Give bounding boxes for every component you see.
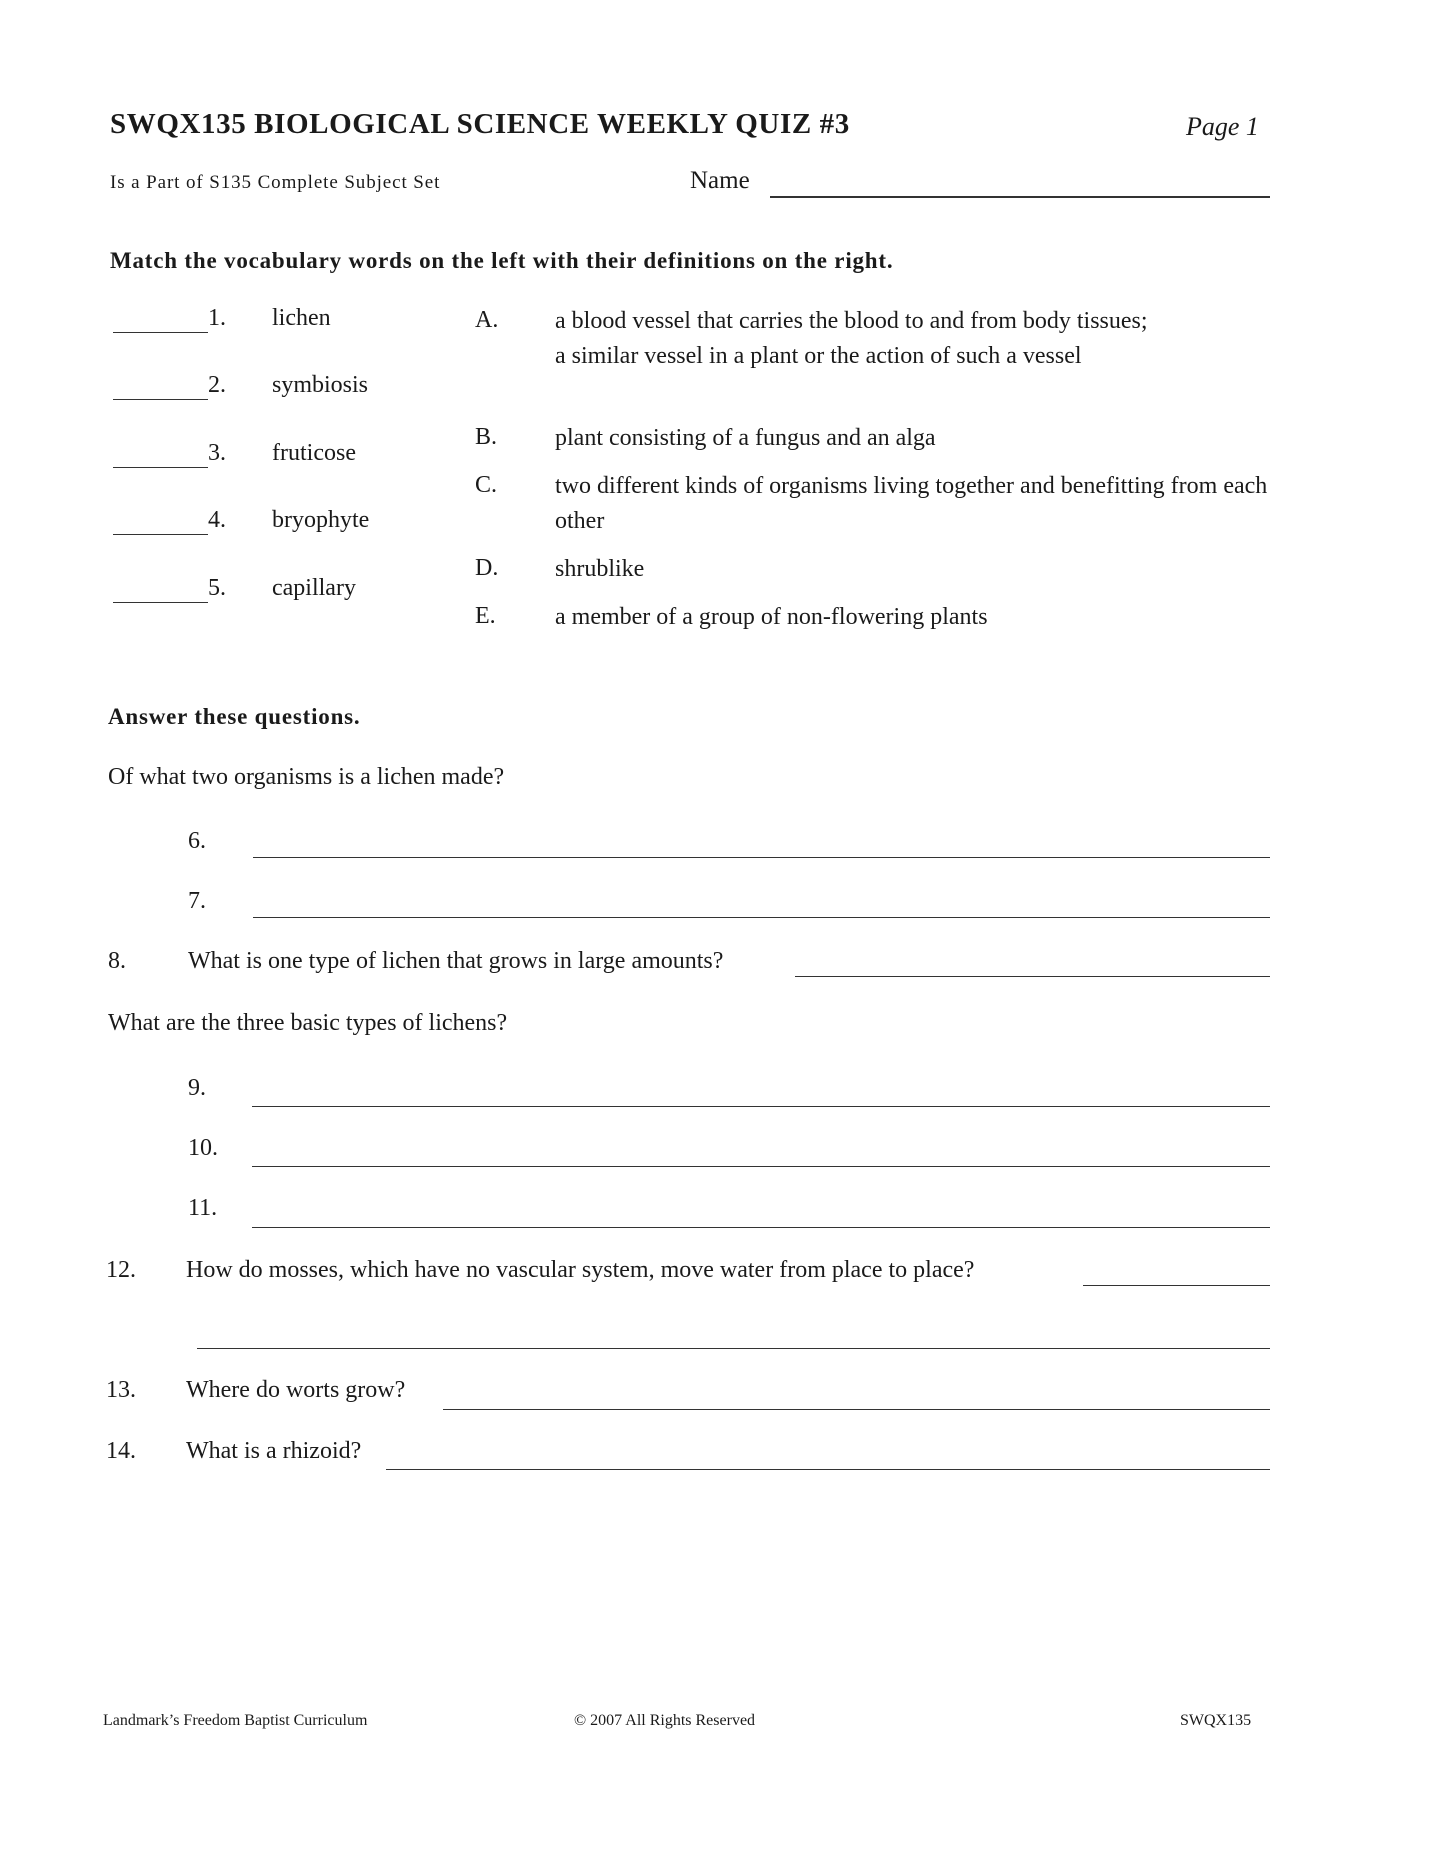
subject-set-note: Is a Part of S135 Complete Subject Set bbox=[110, 172, 441, 193]
definition-text: two different kinds of organisms living together and benefitting from each other bbox=[555, 473, 1268, 534]
question-number: 6. bbox=[188, 828, 206, 854]
match-number: 1. bbox=[208, 305, 226, 331]
page-number: Page 1 bbox=[1186, 112, 1259, 141]
answer-line[interactable] bbox=[252, 1227, 1270, 1228]
question-number: 7. bbox=[188, 888, 206, 914]
definition-letter: B. bbox=[475, 424, 498, 450]
footer-copyright: © 2007 All Rights Reserved bbox=[574, 1712, 756, 1729]
match-number: 4. bbox=[208, 507, 226, 533]
answer-line-continued[interactable] bbox=[197, 1348, 1270, 1349]
match-answer-blank[interactable] bbox=[113, 467, 208, 468]
question-number: 8. bbox=[108, 948, 126, 974]
question-prompt-lichen-types: What are the three basic types of lichens? bbox=[108, 1010, 508, 1036]
question-number: 11. bbox=[188, 1195, 218, 1221]
answer-line[interactable] bbox=[1083, 1285, 1270, 1286]
matching-instruction: Match the vocabulary words on the left with their definitions on the right. bbox=[110, 248, 894, 273]
answer-line[interactable] bbox=[253, 857, 1270, 858]
answer-line[interactable] bbox=[443, 1409, 1270, 1410]
definition-letter: D. bbox=[475, 555, 499, 581]
answer-line[interactable] bbox=[252, 1166, 1270, 1167]
footer-code: SWQX135 bbox=[1180, 1712, 1252, 1729]
definition-text: a blood vessel that carries the blood to and from body tissues; a similar vessel in a plant or the action of such a vessel bbox=[555, 308, 1148, 369]
match-answer-blank[interactable] bbox=[113, 534, 208, 535]
quiz-title: SWQX135 BIOLOGICAL SCIENCE WEEKLY QUIZ #3 bbox=[110, 108, 850, 140]
answer-line[interactable] bbox=[252, 1106, 1270, 1107]
question-text: What is one type of lichen that grows in large amounts? bbox=[188, 948, 724, 974]
answer-line[interactable] bbox=[253, 917, 1270, 918]
answer-line[interactable] bbox=[386, 1469, 1270, 1470]
question-text: What is a rhizoid? bbox=[186, 1438, 362, 1464]
definition-text: a member of a group of non-flowering plants bbox=[555, 604, 988, 630]
name-label: Name bbox=[690, 167, 750, 194]
question-number: 12. bbox=[106, 1257, 136, 1283]
question-prompt-lichen-organisms: Of what two organisms is a lichen made? bbox=[108, 764, 505, 790]
definition-text: plant consisting of a fungus and an alga bbox=[555, 425, 936, 451]
match-word: symbiosis bbox=[272, 372, 369, 398]
definition-text: shrublike bbox=[555, 556, 645, 582]
question-text: How do mosses, which have no vascular system, move water from place to place? bbox=[186, 1257, 975, 1283]
definition-letter: A. bbox=[475, 307, 499, 333]
match-word: lichen bbox=[272, 305, 331, 331]
match-word: bryophyte bbox=[272, 507, 370, 533]
match-number: 3. bbox=[208, 440, 226, 466]
match-number: 2. bbox=[208, 372, 226, 398]
definition-letter: E. bbox=[475, 603, 496, 629]
name-field[interactable] bbox=[770, 196, 1270, 198]
question-number: 10. bbox=[188, 1135, 218, 1161]
match-word: fruticose bbox=[272, 440, 356, 466]
answer-line[interactable] bbox=[795, 976, 1270, 977]
match-answer-blank[interactable] bbox=[113, 602, 208, 603]
match-answer-blank[interactable] bbox=[113, 332, 208, 333]
match-word: capillary bbox=[272, 575, 356, 601]
questions-heading: Answer these questions. bbox=[108, 704, 361, 729]
question-number: 13. bbox=[106, 1377, 136, 1403]
question-number: 14. bbox=[106, 1438, 136, 1464]
match-answer-blank[interactable] bbox=[113, 399, 208, 400]
match-number: 5. bbox=[208, 575, 226, 601]
definition-letter: C. bbox=[475, 472, 498, 498]
question-number: 9. bbox=[188, 1075, 206, 1101]
question-text: Where do worts grow? bbox=[186, 1377, 406, 1403]
footer-publisher: Landmark’s Freedom Baptist Curriculum bbox=[103, 1712, 368, 1729]
